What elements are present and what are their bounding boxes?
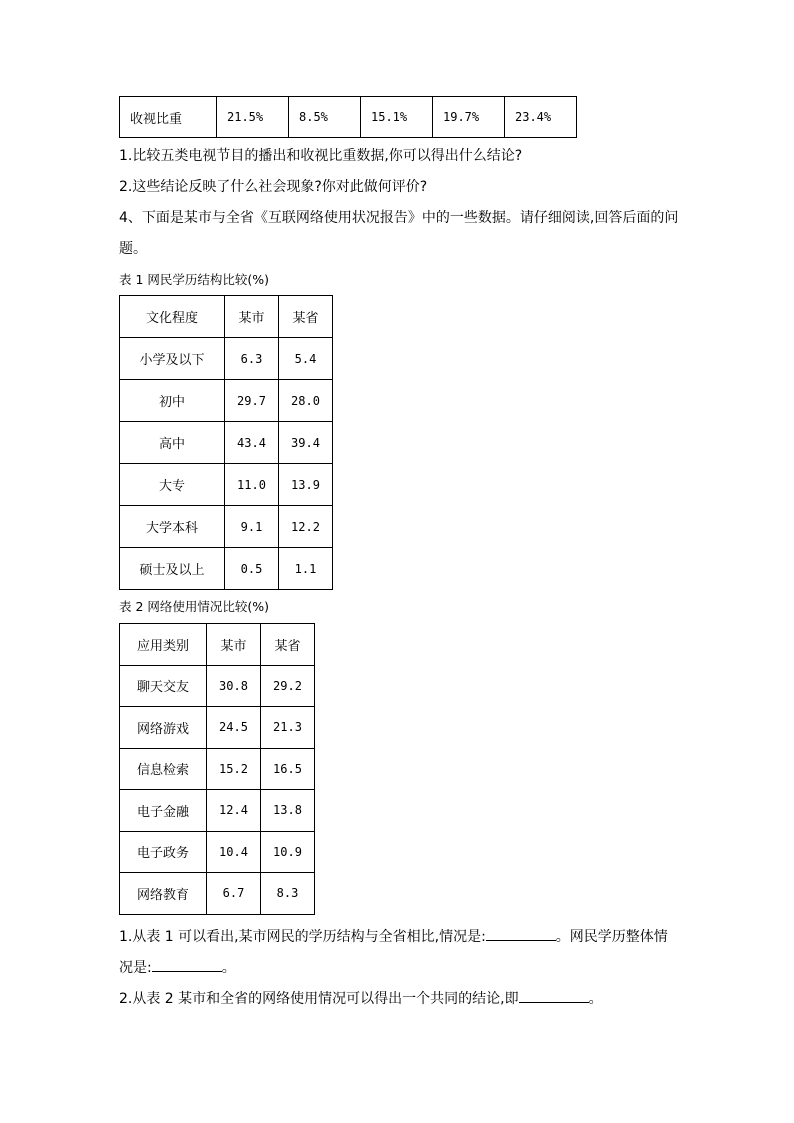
question-text (119, 988, 603, 1009)
column-header: 应用类别 (120, 624, 207, 666)
table-row (120, 380, 333, 422)
column-header: 某市 (225, 296, 279, 338)
table-cell: 13.8 (261, 790, 315, 832)
table-row (120, 748, 315, 790)
table-row (120, 97, 577, 138)
table-cell: 29.2 (261, 665, 315, 707)
question-text: 2.这些结论反映了什么社会现象?你对此做何评价? (119, 179, 428, 195)
question-2-text: 2.从表 2 某市和全省的网络使用情况可以得出一个共同的结论,即 (119, 991, 519, 1007)
column-header: 某省 (279, 296, 333, 338)
table-cell: 29.7 (225, 380, 279, 422)
table-cell: 15.1% (361, 97, 433, 138)
table-cell: 大专 (120, 464, 225, 506)
question-1-text-cont: 。网民学历整体情 (555, 929, 668, 945)
row-label: 收视比重 (120, 97, 217, 138)
table-row (120, 790, 315, 832)
table-cell: 9.1 (225, 506, 279, 548)
table-cell: 大学本科 (120, 506, 225, 548)
table-cell: 高中 (120, 422, 225, 464)
table1-caption: 表 1 网民学历结构比较(%) (119, 272, 270, 287)
table-cell: 电子金融 (120, 790, 207, 832)
table-cell: 10.9 (261, 831, 315, 873)
answer-blank[interactable] (519, 988, 589, 1003)
table-cell: 23.4% (505, 97, 577, 138)
question-1-text: 1.从表 1 可以看出,某市网民的学历结构与全省相比,情况是: (119, 929, 486, 945)
column-header: 某市 (207, 624, 261, 666)
table-cell: 21.5% (217, 97, 289, 138)
table-cell: 28.0 (279, 380, 333, 422)
question-1-text-cont2: 况是: (119, 960, 152, 976)
answer-blank[interactable] (152, 957, 222, 972)
table-row (120, 707, 315, 749)
table-cell: 聊天交友 (120, 665, 207, 707)
table-cell: 39.4 (279, 422, 333, 464)
table-cell: 8.5% (289, 97, 361, 138)
question-2-end: 。 (588, 991, 603, 1007)
table-cell: 8.3 (261, 873, 315, 915)
table-cell: 19.7% (433, 97, 505, 138)
viewing-share-table (119, 96, 577, 138)
table-cell: 43.4 (225, 422, 279, 464)
table-cell: 电子政务 (120, 831, 207, 873)
table-row (120, 464, 333, 506)
table-cell: 11.0 (225, 464, 279, 506)
table-cell: 网络教育 (120, 873, 207, 915)
table-row (120, 831, 315, 873)
table-row (120, 873, 315, 915)
question-text (119, 957, 236, 978)
column-header: 文化程度 (120, 296, 225, 338)
table-cell: 15.2 (207, 748, 261, 790)
table-header-row (120, 296, 333, 338)
table-cell: 5.4 (279, 338, 333, 380)
table-cell: 13.9 (279, 464, 333, 506)
table-header-row (120, 624, 315, 666)
table-cell: 24.5 (207, 707, 261, 749)
table-row (120, 665, 315, 707)
table-cell: 信息检索 (120, 748, 207, 790)
table-cell: 6.7 (207, 873, 261, 915)
question-text (119, 926, 668, 947)
table-row (120, 338, 333, 380)
table-row (120, 422, 333, 464)
table-row (120, 548, 333, 590)
table-cell: 硕士及以上 (120, 548, 225, 590)
network-usage-table (119, 623, 315, 915)
table-cell: 0.5 (225, 548, 279, 590)
table-cell: 1.1 (279, 548, 333, 590)
question-1-end: 。 (221, 960, 236, 976)
question-text: 1.比较五类电视节目的播出和收视比重数据,你可以得出什么结论? (119, 148, 523, 164)
table2-caption: 表 2 网络使用情况比较(%) (119, 599, 270, 614)
table-cell: 网络游戏 (120, 707, 207, 749)
question-heading: 4、下面是某市与全省《互联网络使用状况报告》中的一些数据。请仔细阅读,回答后面的问 (119, 210, 679, 226)
question-heading-continued: 题。 (119, 241, 147, 257)
table-cell: 小学及以下 (120, 338, 225, 380)
table-row (120, 506, 333, 548)
table-cell: 12.2 (279, 506, 333, 548)
table-cell: 16.5 (261, 748, 315, 790)
table-cell: 10.4 (207, 831, 261, 873)
table-cell: 21.3 (261, 707, 315, 749)
table-cell: 6.3 (225, 338, 279, 380)
table-cell: 12.4 (207, 790, 261, 832)
table-cell: 初中 (120, 380, 225, 422)
answer-blank[interactable] (486, 926, 556, 941)
education-structure-table (119, 295, 333, 590)
column-header: 某省 (261, 624, 315, 666)
table-cell: 30.8 (207, 665, 261, 707)
